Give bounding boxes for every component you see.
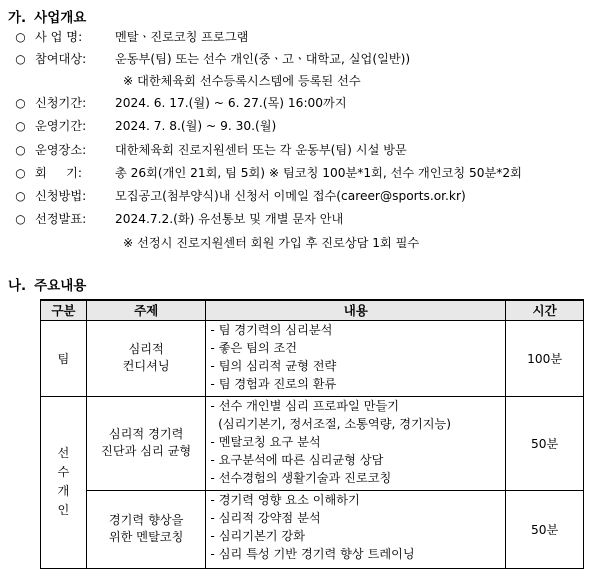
selection-note: ※ 선정시 진로지원센터 회원 가입 후 진로상담 1회 필수 (123, 236, 420, 250)
diagnosis-topic-cell (86, 396, 206, 490)
item-value: 모집공고(첨부양식)내 신청서 이메일 접수(career@sports.or.kr) (115, 189, 466, 203)
category-char: 개 (57, 484, 70, 498)
content-line: (심리기본기, 정서조절, 소통역량, 경기지능) (210, 416, 452, 431)
overview-item-selection (14, 208, 589, 230)
overview-item-participants (14, 48, 589, 70)
topic-line: 심리적 (128, 342, 164, 356)
table-row-individual-diagnosis (41, 396, 584, 490)
topic-line: 컨디셔닝 (122, 359, 170, 373)
coaching-time-cell: 50분 (506, 490, 584, 568)
content-line: - 경기력 영향 요소 이해하기 (210, 492, 360, 507)
topic-line: 경기력 향상을 (108, 513, 184, 527)
circle-bullet-icon: ○ (15, 96, 26, 110)
item-label: 운영기간: (35, 119, 87, 133)
team-content-cell (206, 320, 506, 396)
section-title: 사업개요 (34, 10, 87, 26)
table-header-row (41, 300, 584, 320)
topic-line: 진단과 심리 균형 (101, 444, 192, 458)
item-label: 선정발표: (35, 212, 87, 226)
overview-item-location (14, 139, 589, 161)
overview-item-application-period (14, 92, 589, 114)
overview-item-name (14, 26, 589, 48)
circle-bullet-icon: ○ (15, 30, 26, 44)
category-char: 수 (57, 465, 70, 479)
item-value: 2024.7.2.(화) 유선통보 및 개별 문자 안내 (115, 212, 344, 226)
team-topic-cell (86, 320, 206, 396)
content-line: - 좋은 팀의 조건 (210, 340, 298, 355)
overview-item-application-method (14, 185, 589, 207)
section-heading-contents (8, 274, 86, 294)
item-label: 신청기간: (35, 96, 87, 110)
header-topic: 주제 (86, 300, 206, 320)
section-mark: 나. (8, 278, 27, 294)
individual-category-cell (41, 396, 87, 568)
category-char: 인 (57, 503, 70, 517)
item-label: 참여대상: (35, 52, 87, 66)
content-line: - 팀의 심리적 균형 전략 (210, 358, 337, 373)
program-contents-table (40, 299, 584, 569)
circle-bullet-icon: ○ (15, 52, 26, 66)
diagnosis-time-cell: 50분 (506, 396, 584, 490)
content-line: - 멘탈코칭 요구 분석 (210, 434, 321, 449)
item-value: 총 26회(개인 21회, 팀 5회) ※ 팀코칭 100분*1회, 선수 개인코칭 50분*2회 (115, 166, 522, 180)
item-label: 회 기: (35, 166, 83, 180)
content-line: - 심리 특성 기반 경기력 향상 트레이닝 (210, 546, 415, 561)
overview-item-sessions (14, 162, 589, 184)
coaching-topic-cell (86, 490, 206, 568)
content-line: - 심리기본기 강화 (210, 528, 305, 543)
content-line: - 팀 경기력의 심리분석 (210, 322, 333, 337)
table-row-team (41, 320, 584, 396)
table-row-individual-coaching (41, 490, 584, 568)
coaching-content-cell (206, 490, 506, 568)
header-category: 구분 (41, 300, 87, 320)
section-title: 주요내용 (34, 278, 87, 294)
team-time-cell: 100분 (506, 320, 584, 396)
circle-bullet-icon: ○ (15, 212, 26, 226)
participants-note: ※ 대한체육회 선수등록시스템에 등록된 선수 (123, 74, 361, 88)
content-line: - 요구분석에 따른 심리균형 상담 (210, 452, 384, 467)
item-value: 대한체육회 진로지원센터 또는 각 운동부(팀) 시설 방문 (115, 143, 407, 157)
category-char: 선 (57, 446, 70, 460)
team-category-cell: 팀 (41, 320, 87, 396)
content-line: - 심리적 강약점 분석 (210, 510, 321, 525)
content-line: - 선수 개인별 심리 프로파일 만들기 (210, 398, 400, 413)
circle-bullet-icon: ○ (15, 189, 26, 203)
header-content: 내용 (206, 300, 506, 320)
item-value: 운동부(팀) 또는 선수 개인(중ㆍ고ㆍ대학교, 실업(일반)) (115, 52, 411, 66)
item-label: 신청방법: (35, 189, 87, 203)
section-mark: 가. (8, 10, 27, 26)
diagnosis-content-cell (206, 396, 506, 490)
circle-bullet-icon: ○ (15, 166, 26, 180)
content-line: - 팀 경험과 진로의 환류 (210, 376, 337, 391)
circle-bullet-icon: ○ (15, 119, 26, 133)
item-label: 사 업 명: (35, 30, 83, 44)
circle-bullet-icon: ○ (15, 143, 26, 157)
content-line: - 선수경험의 생활기술과 진로코칭 (210, 470, 392, 485)
item-value: 멘탈ㆍ진로코칭 프로그램 (115, 30, 249, 44)
item-label: 운영장소: (35, 143, 87, 157)
item-value: 2024. 6. 17.(월) ~ 6. 27.(목) 16:00까지 (115, 96, 347, 110)
header-time: 시간 (506, 300, 584, 320)
item-value: 2024. 7. 8.(월) ~ 9. 30.(월) (115, 119, 277, 133)
topic-line: 위한 멘탈코칭 (108, 530, 184, 544)
section-heading-overview (8, 6, 86, 26)
overview-item-operation-period (14, 115, 589, 137)
topic-line: 심리적 경기력 (108, 427, 184, 441)
